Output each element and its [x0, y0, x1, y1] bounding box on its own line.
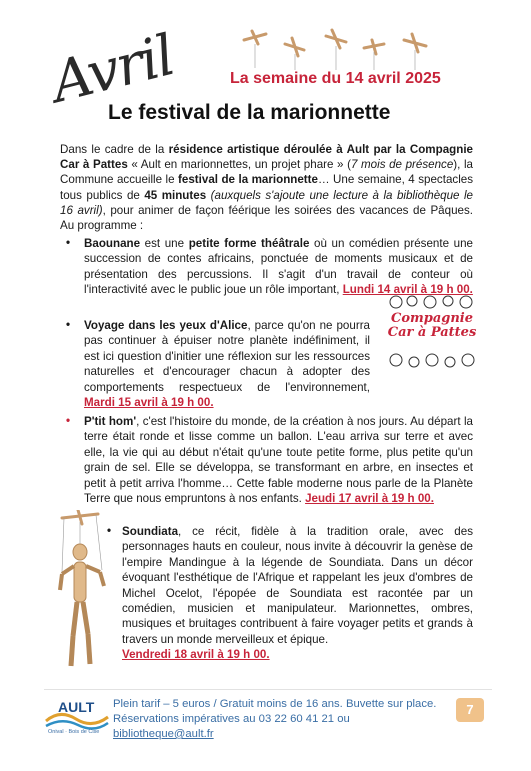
show-ptit-hom: P'tit hom', c'est l'histoire du monde, de la création à nos jours. Au départ la terre était ronde et lisse comme un ballon. L'eau arriva sur terre et avec elle, la vie qui au début n'était qu'une toute petite forme, plus petite qu'un grain de sel. Elle se développa, se transformant en arbre, en insectes et petit à petit arriva l'homme… Cette fable moderne nous parle de la Planète Terre que nous empruntons à nos enfants. Jeudi 17 avril à 19 h 00.: [84, 415, 473, 506]
show-voyage-alice: Voyage dans les yeux d'Alice, parce qu'on ne pourra pas continuer à épuiser notre planète indéfiniment, il est ici question d'initier une réflexion sur les ressources naturelles et d'encourager chacun à adopter des comportements respectueux de l'environnement, Mardi 15 avril à 19 h 00.: [84, 319, 370, 410]
show-baounane: Baounane est une petite forme théâtrale où un comédien présente une succession de contes africains, ponctuée de moments musicaux et de présentation des percussions. Il s'agit d'un travail de conteur où l'interactivité avec le public joue un rôle important, Lundi 14 avril à 19 h 00.: [84, 237, 473, 297]
footer-price-line: Plein tarif – 5 euros / Gratuit moins de 16 ans. Buvette sur place.: [113, 698, 437, 710]
page-title: Le festival de la marionnette: [108, 101, 391, 124]
footer-reservation-line: Réservations impératives au 03 22 60 41 21 ou bibliotheque@ault.fr: [113, 713, 350, 740]
handwritten-month: Avril: [45, 23, 180, 116]
footer-divider: [44, 689, 492, 690]
ault-logo-name: AULT: [58, 699, 95, 715]
footer-info: [113, 697, 443, 742]
company-logo-line2: Car à Pattes: [387, 325, 477, 340]
show-date: Jeudi 17 avril à 19 h 00.: [305, 492, 434, 506]
company-logo: [384, 294, 480, 372]
show-date: Vendredi 18 avril à 19 h 00.: [122, 648, 270, 662]
email-link[interactable]: bibliotheque@ault.fr: [113, 728, 214, 740]
intro-paragraph: Dans le cadre de la résidence artistique déroulée à Ault par la Compagnie Car à Pattes « Ault en marionnettes, un projet phare » (7 mois de présence), la Commune accueille le festival de la marionnette… Une semaine, 4 spectacles tous publics de 45 minutes (auxquels s'ajoute une lecture à la bibliothèque le 16 avril), pour animer de façon féérique les soirées des vacances de Pâques. Au programme :: [60, 143, 474, 233]
show-date: Lundi 14 avril à 19 h 00.: [342, 283, 473, 297]
bullet-icon: •: [107, 524, 112, 537]
ault-logo: [44, 695, 110, 739]
week-title: La semaine du 14 avril 2025: [230, 70, 441, 87]
bullet-icon: •: [66, 236, 71, 249]
ault-logo-sub: Onival · Bois de Cise: [48, 729, 100, 735]
show-soundiata: Soundiata, ce récit, fidèle à la tradition orale, avec des personnages hauts en couleur, nous invite à découvrir la genèse de l'empire Mandingue à la légende de Soundiata. Dans un décor évoquant l'esthétique de l'Afrique et rappelant les jeux d'ombres de Michel Ocelot, l'épopée de Soundiata est racontée par un comédien, musicien et manipulateur. Marionnettes, ombres, musiques et bruitages contribuent à faire voyager petits et grands à travers un monde merveilleux et épique. Vendredi 18 avril à 19 h 00.: [122, 525, 473, 662]
bullet-icon: •: [66, 318, 71, 331]
page-number-badge: 7: [456, 698, 484, 722]
company-logo-line1: Compagnie: [390, 311, 474, 326]
bullet-icon: •: [66, 414, 71, 427]
show-date: Mardi 15 avril à 19 h 00.: [84, 396, 214, 410]
